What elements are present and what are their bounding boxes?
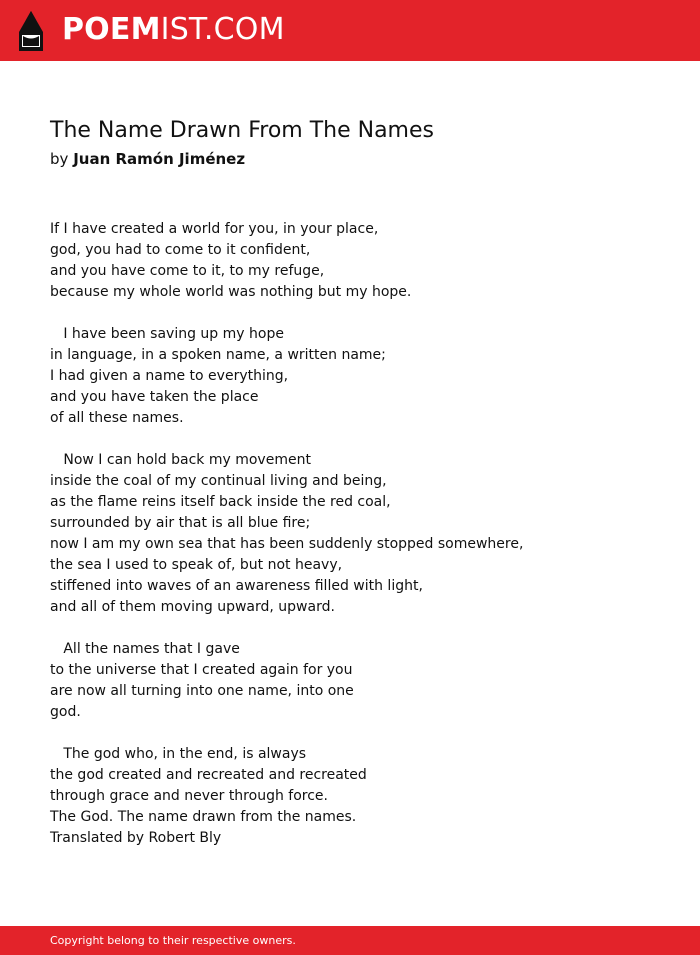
poem-line: I have been saving up my hope bbox=[50, 326, 284, 342]
poem-line: the god created and recreated and recreated bbox=[50, 767, 367, 783]
poem-line: the sea I used to speak of, but not heavy, bbox=[50, 557, 343, 573]
poem-body bbox=[50, 219, 523, 849]
poem-line: The God. The name drawn from the names. bbox=[50, 809, 357, 825]
poem-line: now I am my own sea that has been suddenly stopped somewhere, bbox=[50, 536, 524, 552]
poem-line: All the names that I gave bbox=[50, 641, 240, 657]
poem-stanza-break bbox=[50, 618, 523, 639]
by-label: by bbox=[50, 150, 69, 168]
site-logo[interactable] bbox=[62, 12, 285, 48]
poem-line: god. bbox=[50, 704, 81, 720]
poem-line: and you have taken the place bbox=[50, 389, 259, 405]
pencil-tip-icon[interactable] bbox=[19, 11, 43, 51]
author-name: Juan Ramón Jiménez bbox=[73, 150, 246, 168]
poem-line: through grace and never through force. bbox=[50, 788, 328, 804]
logo-bold-text: POEM bbox=[62, 12, 161, 47]
poem-stanza-break bbox=[50, 429, 523, 450]
poem-title: The Name Drawn From The Names bbox=[50, 118, 434, 143]
poem-line: I had given a name to everything, bbox=[50, 368, 289, 384]
poem-line: in language, in a spoken name, a written name; bbox=[50, 347, 386, 363]
poem-line: If I have created a world for you, in your place, bbox=[50, 221, 379, 237]
site-header bbox=[0, 0, 700, 61]
logo-light-text: IST.COM bbox=[160, 12, 285, 47]
site-footer bbox=[0, 926, 700, 955]
poem-line: stiffened into waves of an awareness filled with light, bbox=[50, 578, 423, 594]
translator-credit: Translated by Robert Bly bbox=[50, 830, 222, 846]
poem-line: and you have come to it, to my refuge, bbox=[50, 263, 325, 279]
poem-line: of all these names. bbox=[50, 410, 184, 426]
poem-line: The god who, in the end, is always bbox=[50, 746, 307, 762]
poem-line: are now all turning into one name, into one bbox=[50, 683, 354, 699]
poem-line: as the flame reins itself back inside the red coal, bbox=[50, 494, 391, 510]
poem-stanza-break bbox=[50, 723, 523, 744]
poem-line: surrounded by air that is all blue fire; bbox=[50, 515, 311, 531]
poem-line: and all of them moving upward, upward. bbox=[50, 599, 335, 615]
poem-line: god, you had to come to it confident, bbox=[50, 242, 311, 258]
copyright-text: Copyright belong to their respective owners. bbox=[50, 934, 296, 947]
poem-line: inside the coal of my continual living and being, bbox=[50, 473, 387, 489]
poem-line: Now I can hold back my movement bbox=[50, 452, 311, 468]
poem-stanza-break bbox=[50, 303, 523, 324]
byline bbox=[50, 148, 245, 170]
poem-line: because my whole world was nothing but my hope. bbox=[50, 284, 412, 300]
poem-line: to the universe that I created again for you bbox=[50, 662, 353, 678]
